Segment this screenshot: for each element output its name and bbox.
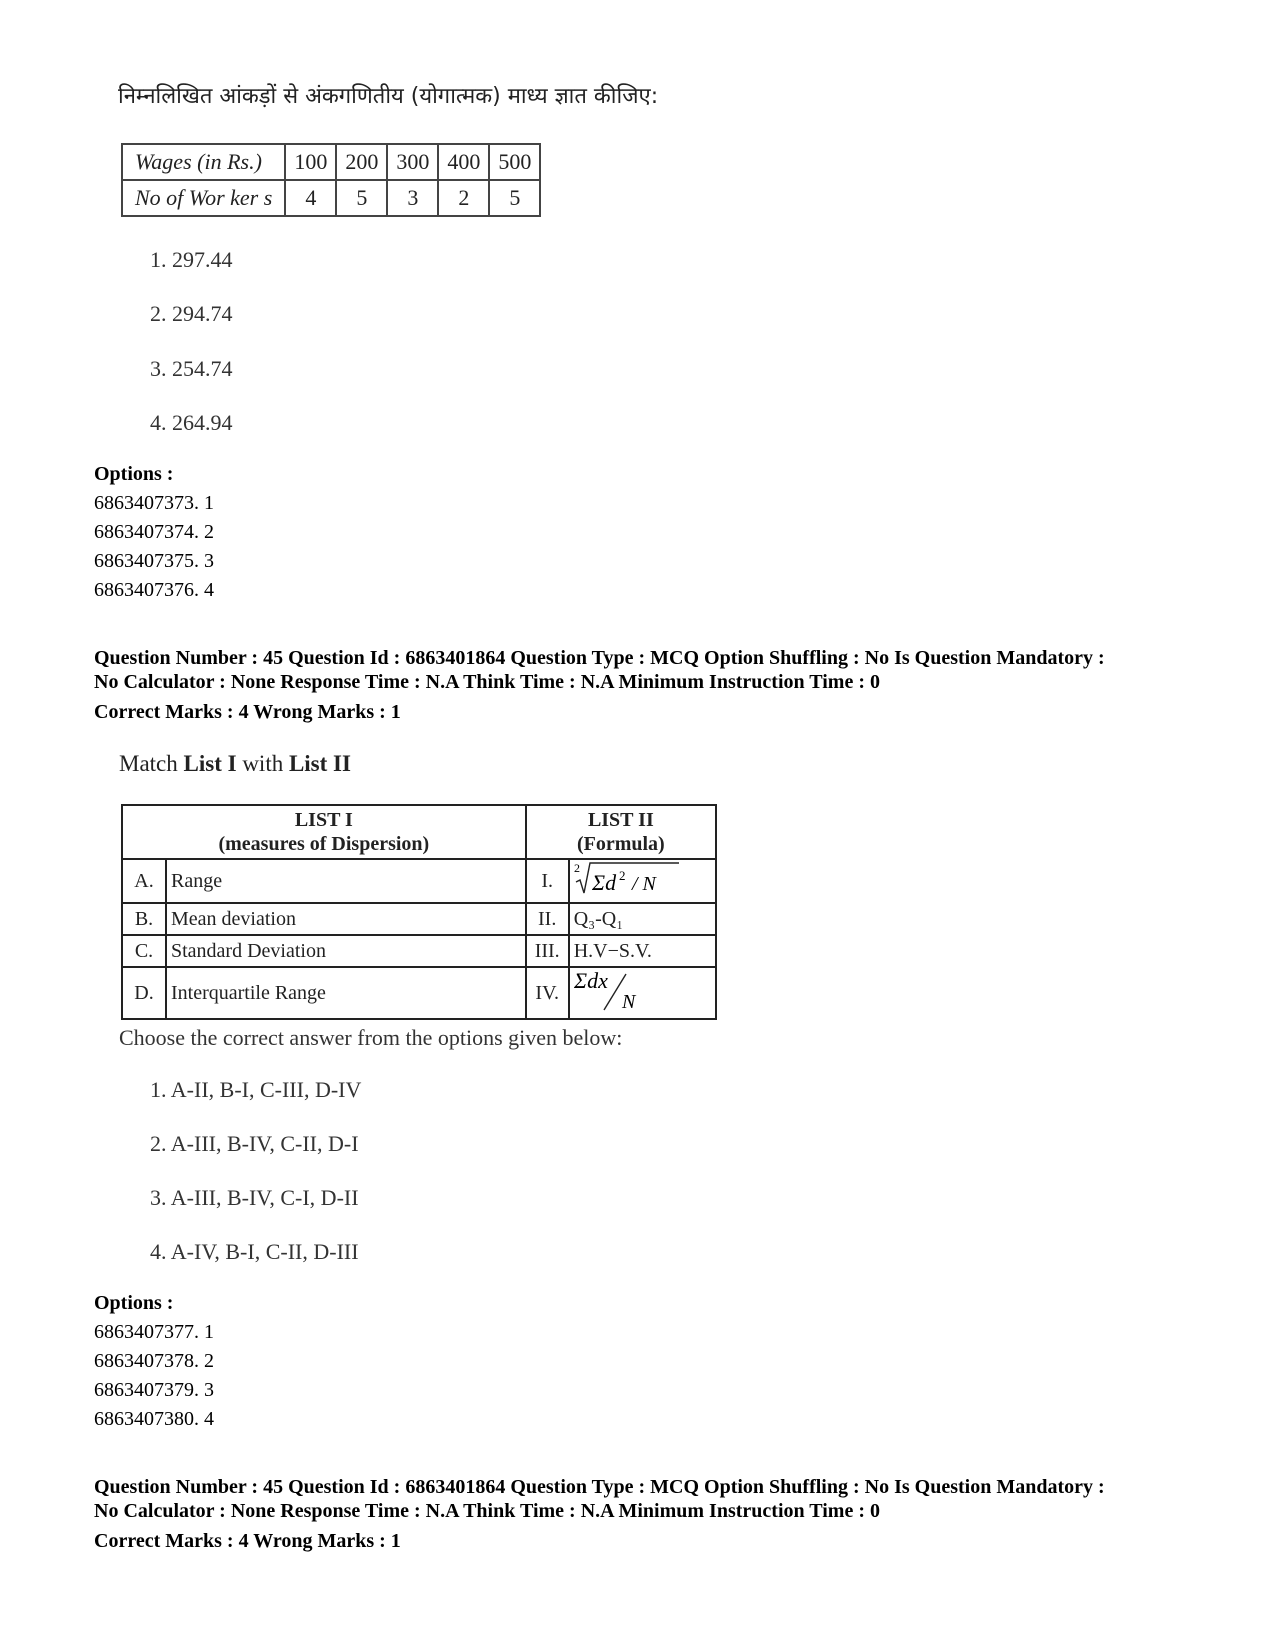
row-label: Wages (in Rs.) xyxy=(122,144,285,180)
table-row xyxy=(122,903,716,935)
row-key: C. xyxy=(122,935,166,967)
table-cell: 5 xyxy=(336,180,387,216)
formula-fraction xyxy=(569,967,716,1019)
header-line: LIST I xyxy=(294,809,353,831)
row-roman: IV. xyxy=(526,967,569,1019)
meta-line: Question Number : 45 Question Id : 6863401864 Question Type : MCQ Option Shuffling : No Is Question Mandatory : xyxy=(94,1476,1105,1498)
table-header-row xyxy=(122,805,716,859)
table-cell: 2 xyxy=(438,180,489,216)
answer-choice: 2. A-III, B-IV, C-II, D-I xyxy=(150,1131,359,1156)
row-key: D. xyxy=(122,967,166,1019)
formula-text: H.V−S.V. xyxy=(569,935,716,967)
answer-choice: 1. 297.44 xyxy=(150,247,233,272)
answer-choice: 3. 254.74 xyxy=(150,356,233,381)
answer-choice: 4. 264.94 xyxy=(150,410,233,435)
answer-choice: 1. A-II, B-I, C-III, D-IV xyxy=(150,1077,362,1102)
formula-root xyxy=(569,859,716,903)
table-row xyxy=(122,144,540,180)
table-row xyxy=(122,180,540,216)
question-text-hindi: निम्नलिखित आंकड़ों से अंकगणितीय (योगात्मक) माध्य ज्ञात कीजिए: xyxy=(118,84,659,109)
row-item: Interquartile Range xyxy=(166,967,526,1019)
svg-text:Σdx: Σdx xyxy=(573,968,608,993)
choose-instruction: Choose the correct answer from the options given below: xyxy=(119,1025,623,1050)
header-line: LIST II xyxy=(587,809,654,831)
answer-choice: 4. A-IV, B-I, C-II, D-III xyxy=(150,1239,359,1264)
match-instruction xyxy=(119,751,351,777)
option-id: 6863407374. 2 xyxy=(94,521,214,543)
table-row xyxy=(122,967,716,1019)
square-root-formula xyxy=(574,860,684,896)
marks-line: Correct Marks : 4 Wrong Marks : 1 xyxy=(94,1530,401,1552)
option-id: 6863407376. 4 xyxy=(94,579,214,601)
option-id: 6863407373. 1 xyxy=(94,492,214,514)
svg-text:N: N xyxy=(621,991,636,1012)
match-text: with xyxy=(236,751,289,776)
list2-header xyxy=(526,805,716,859)
table-cell: 500 xyxy=(489,144,540,180)
table-cell: 3 xyxy=(387,180,438,216)
list1-header xyxy=(122,805,526,859)
list-name: List I xyxy=(183,751,237,776)
match-text: Match xyxy=(119,751,184,776)
row-roman: III. xyxy=(526,935,569,967)
svg-text:2: 2 xyxy=(618,868,626,883)
meta-line: Question Number : 45 Question Id : 6863401864 Question Type : MCQ Option Shuffling : No Is Question Mandatory : xyxy=(94,647,1105,669)
table-cell: 200 xyxy=(336,144,387,180)
row-key: B. xyxy=(122,903,166,935)
option-id: 6863407380. 4 xyxy=(94,1408,214,1430)
row-key: A. xyxy=(122,859,166,903)
table-cell: 300 xyxy=(387,144,438,180)
question-meta xyxy=(94,646,1105,694)
svg-text:/ N: / N xyxy=(631,873,656,895)
row-item: Standard Deviation xyxy=(166,935,526,967)
options-label: Options : xyxy=(94,463,174,485)
svg-text:2: 2 xyxy=(573,861,580,875)
meta-line: No Calculator : None Response Time : N.A Think Time : N.A Minimum Instruction Time : 0 xyxy=(94,1500,880,1522)
meta-line: No Calculator : None Response Time : N.A Think Time : N.A Minimum Instruction Time : 0 xyxy=(94,671,880,693)
row-label: No of Wor ker s xyxy=(122,180,285,216)
list-name: List II xyxy=(288,751,351,776)
option-id: 6863407378. 2 xyxy=(94,1350,214,1372)
table-cell: 100 xyxy=(285,144,336,180)
sum-dx-over-n-formula xyxy=(574,968,654,1012)
options-label: Options : xyxy=(94,1292,174,1314)
table-row xyxy=(122,935,716,967)
row-roman: II. xyxy=(526,903,569,935)
answer-choice: 3. A-III, B-IV, C-I, D-II xyxy=(150,1185,359,1210)
option-id: 6863407379. 3 xyxy=(94,1379,214,1401)
marks-line: Correct Marks : 4 Wrong Marks : 1 xyxy=(94,701,401,723)
table-cell: 4 xyxy=(285,180,336,216)
option-id: 6863407377. 1 xyxy=(94,1321,214,1343)
table-cell: 5 xyxy=(489,180,540,216)
row-roman: I. xyxy=(526,859,569,903)
question-meta xyxy=(94,1475,1105,1523)
svg-text:Σd: Σd xyxy=(591,870,616,895)
header-line: (measures of Dispersion) xyxy=(218,833,430,855)
header-line: (Formula) xyxy=(576,833,665,855)
table-cell: 400 xyxy=(438,144,489,180)
row-item: Range xyxy=(166,859,526,903)
table-row xyxy=(122,859,716,903)
match-table xyxy=(121,804,717,1020)
answer-choice: 2. 294.74 xyxy=(150,301,233,326)
wages-table xyxy=(121,143,541,217)
formula-text: Q₃-Q₁ xyxy=(569,903,716,935)
option-id: 6863407375. 3 xyxy=(94,550,214,572)
row-item: Mean deviation xyxy=(166,903,526,935)
